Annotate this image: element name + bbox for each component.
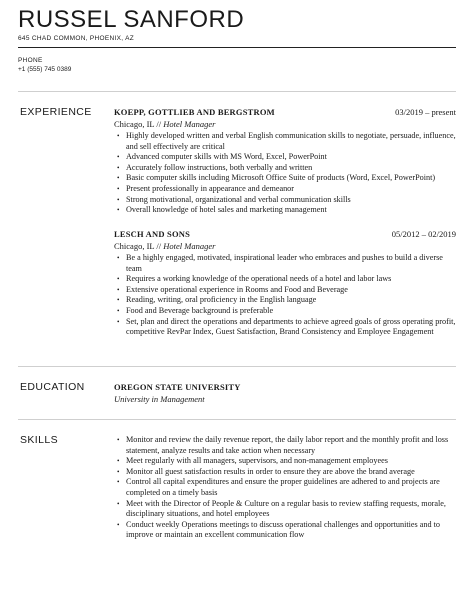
list-item: • Monitor and review the daily revenue report, the daily labor report and the monthly profit and loss statement, analyze results and take action when necessary: [117, 435, 449, 455]
list-item: • Requires a working knowledge of the operational needs of a hotel and labor laws: [117, 274, 392, 284]
degree: University in Management: [114, 394, 205, 404]
section-divider: [18, 419, 456, 420]
list-item: • Reading, writing, oral proficiency in the English language: [117, 295, 317, 305]
job-dates: 03/2019 – present: [395, 107, 456, 117]
list-item: • Meet with the Director of People & Culture on a regular basis to review staffing requests, morale, disciplinary situations, and hotel employees: [117, 498, 446, 519]
skills-entry: [114, 435, 456, 541]
list-item: • Be a highly engaged, motivated, inspirational leader who embraces and pushes to build a diverse team: [117, 253, 443, 273]
job-1: [114, 107, 456, 216]
list-item: • Advanced computer skills with MS Word, Excel, PowerPoint: [117, 152, 327, 162]
job-dates: 05/2012 – 02/2019: [391, 229, 456, 239]
list-item: • Meet regularly with all managers, supervisors, and non-management employees: [117, 456, 388, 466]
list-item: • Control all capital expenditures and ensure the proper guidelines are adhered to and projects are completed on a timely basis: [117, 477, 440, 497]
section-divider: [18, 366, 456, 367]
list-item: • Present professionally in appearance and demeanor: [117, 183, 295, 193]
candidate-address: 645 CHAD COMMON, PHOENIX, AZ: [18, 35, 135, 42]
list-item: • Basic computer skills including Microsoft Office Suite of products (Word, Excel, PowerPoint): [117, 173, 436, 183]
job-separator: //: [154, 119, 164, 129]
job-bullets: [114, 131, 456, 216]
education-heading: EDUCATION: [20, 381, 85, 393]
job-bullets: [114, 253, 456, 338]
job-location: Chicago, IL: [114, 119, 155, 129]
experience-heading: EXPERIENCE: [20, 106, 92, 118]
job-2: [114, 229, 456, 338]
education-entry: [114, 382, 456, 405]
list-item: • Overall knowledge of hotel sales and marketing management: [117, 205, 327, 215]
skills-heading: SKILLS: [20, 434, 59, 446]
phone-value: +1 (555) 745 0389: [18, 66, 72, 73]
list-item: • Monitor all guest satisfaction results in order to ensure they are above the brand average: [117, 466, 415, 476]
list-item: • Strong motivational, organizational and verbal communication skills: [117, 194, 351, 204]
school-name: OREGON STATE UNIVERSITY: [114, 382, 241, 392]
job-location: Chicago, IL: [114, 241, 155, 251]
candidate-name: RUSSEL SANFORD: [18, 6, 245, 33]
list-item: • Food and Beverage background is preferable: [117, 305, 274, 315]
job-role: Hotel Manager: [163, 119, 216, 129]
list-item: • Conduct weekly Operations meetings to discuss operational challenges and opportunities and to improve or maintain an excellent communication flow: [117, 519, 441, 540]
phone-label: PHONE: [18, 57, 43, 64]
list-item: • Extensive operational experience in Rooms and Food and Beverage: [117, 284, 348, 294]
section-divider: [18, 91, 456, 92]
job-separator: //: [154, 241, 164, 251]
list-item: • Highly developed written and verbal English communication skills to negotiate, persuade, influence, and sell effectively are critical: [117, 131, 456, 151]
job-role: Hotel Manager: [163, 241, 216, 251]
skills-bullets: [114, 435, 456, 541]
job-company: KOEPP, GOTTLIEB AND BERGSTROM: [114, 107, 275, 117]
header-rule: [18, 47, 456, 48]
job-company: LESCH AND SONS: [114, 229, 191, 239]
list-item: • Set, plan and direct the operations and departments to achieve agreed goals of gross operating profit, competitive RevPar Index, Guest Satisfaction, Brand Consistency and Employee Engagement: [117, 316, 456, 337]
list-item: • Accurately follow instructions, both verbally and written: [117, 162, 313, 172]
